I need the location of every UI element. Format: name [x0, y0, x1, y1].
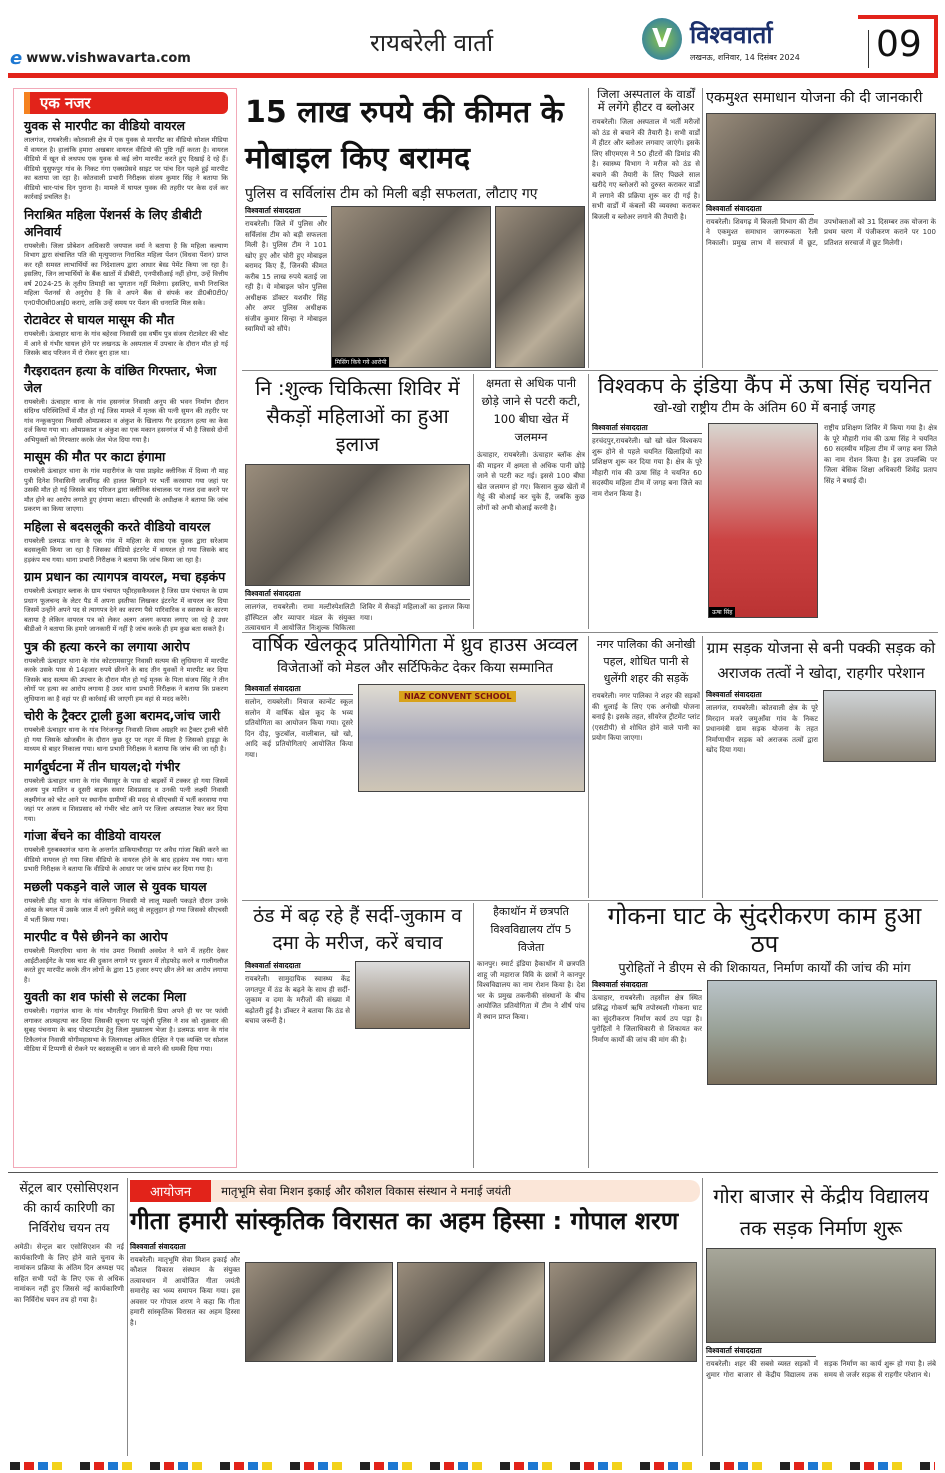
usha-headline: विश्वकप के इंडिया कैंप में ऊषा सिंह चयनित: [597, 374, 932, 398]
lead-subhead: पुलिस व सर्विलांस टीम को मिली बड़ी सफलता, लौटाए गए: [245, 186, 538, 202]
browser-e-icon: e: [10, 48, 23, 69]
ekmusht-headline: एकमुश्त समाधान योजना की दी जानकारी: [706, 90, 923, 106]
gokna-subhead: पुरोहितों ने डीएम से की शिकायत, निर्माण कार्यों की जांच की मांग: [618, 960, 911, 976]
sidebar-news-title: मार्गदुर्घटना में तीन घायल;दो गंभीर: [24, 758, 180, 774]
lead-photo-2: [495, 206, 585, 368]
sidebar-news-title: मछली पकड़ने वाले जाल से युवक घायल: [24, 878, 207, 894]
gita-photo-1: [245, 1262, 393, 1362]
sidebar-news-text: रायबरेली। गदागंज थाना के गांव भौगतीपुर निवासिनी प्रिया अपने ही घर पर फांसी लगाकर आत्महत्या कर दिया जिसकी सूचना पर पहुंची पुलिस ने शव को शुक्रवार की सुबह पंचनामा के बाद पोस्टमार्टम हेतु जिला मुख्यालय भेजा है। डलमऊ थाना के गांव टिकैतगंज निवासी योगीमहासभा के जिलाध्यक्ष अंकित दीक्षित ने एक व्यक्ति पर सोशल मीडिया में टिप्पणी से रोकने पर बदसलूकी व जान से मारने की धमकी दिया गया।: [24, 1007, 228, 1053]
sidebar-news-text: रायबरेली डीह थाना के गांव कंजियाना निवासी मो लालू मछली पकड़ते दौरान उनके आंख के बगल में उसके जाल में लगे नुकीले वस्तु से लहूलुहान हो गया जिसको सीएचसी में भर्ती किया गया।: [24, 896, 228, 924]
gram-headline: ग्राम सड़क योजना से बनी पक्की सड़क को अराजक तत्वों ने खोदा, राहगीर परेशान: [706, 639, 936, 682]
sidebar-news-title: निराश्रित महिला पेंशनर्स के लिए डीबीटी अनिवार्य: [24, 206, 202, 239]
sidebar-news-title: महिला से बदसलूकी करते वीडियो वायरल: [24, 518, 211, 534]
sidebar-news-text: रायबरेली ऊंचाहार थाना के गांव मदारीगंज के पास प्राइवेट क्लीनिक में दिव्या नौ माह पुत्री दिनेश निवासिनी जार्जीगढ़ की हालत बिगड़ने पर भर्ती करवाया गया जहां पर उसकी मौत हो गई जिसके बाद परिजन द्वारा क्लीनिक संचालक पर गलत दवा करने पर मौत होने का आरोप लगाते हुए हंगामा काटा। सीएचसी के अधीक्षक ने बताया कि जांच प्रकरण का किया जाएगा।: [24, 467, 228, 513]
gokna-byline: विश्ववार्ता संवाददाता: [592, 980, 702, 991]
gita-headline: गीता हमारी सांस्कृतिक विरासत का अहम हिस्सा : गोपाल शरण: [130, 1207, 679, 1235]
bar-text: अमेठी। सेन्ट्रल बार एसोसिएशन की नई कार्यकारिणी के लिए होने वाले चुनाव के नामांकन प्रक्रिया के अंतिम दिन अध्यक्ष पद सहित सभी पदों के लिए एक से अधिक नामांकन नहीं हुए जिससे नई कार्यकारिणी का निर्विरोध चयन तय हो गया है।: [14, 1243, 124, 1304]
gokna-text: ऊंचाहार, रायबरेली। तहसील क्षेत्र स्थित प्रसिद्ध गोकर्ण ऋषि तपोस्थली गोकना घाट का सुंदरीकरण निर्माण कार्य ठप पड़ा है। पुरोहितों ने जिलाधिकारी से शिकायत कर निर्माण कार्यों की जांच की मांग की है।: [592, 993, 702, 1044]
gita-photo-2: [397, 1262, 545, 1362]
ekmusht-photo: [706, 113, 936, 201]
sidebar-news-text: रायबरेली। जिला प्रोबेशन अधिकारी जयपाल वर्मा ने बताया है कि महिला कल्याण विभाग द्वारा संचालित पति की मृत्युपरान्त निराश्रित महिला पेंशन (विधवा पेंशन) प्राप्त कर रही समस्त लाभार्थियों का निदेशालय द्वारा आधार बेस्ड पेमेंट किया जा रहा है। इसलिए, जिन लाभार्थियों के बैंक खातों में डीबीटी, एनपीसीआई नहीं होगा, उन्हें वित्तीय वर्ष 2024-25 के तृतीय तिमाही का भुगतान नहीं मिलेगा। इसलिए, सभी निराश्रित महिला पेंशनर्स से अनुरोध है कि वे अपने बैंक से संपर्क कर डी0बी0टी0/एन0पी0सी0आई0 कराएं, ताकि उन्हें समय पर पेंशन की धनराशि मिल सके।: [24, 241, 228, 307]
lead-photo: मिसिंग किये गये आरोपी: [331, 206, 491, 368]
lead-headline: 15 लाख रुपये की कीमत के मोबाइल किए बरामद: [245, 95, 564, 176]
lead-story: [245, 90, 585, 368]
cold-byline: विश्ववार्ता संवाददाता: [245, 961, 350, 972]
print-registration-marks: [10, 1462, 935, 1470]
hospital-text: रायबरेली। जिला अस्पताल में भर्ती मरीजों को ठंड से बचाने की तैयारी है। सभी वार्डों में हीटर और ब्लोअर लगवाए जाएंगे। इसके लिए सीएमएस ने 50 हीटरों की डिमांड की है। स्वास्थ्य विभाग ने मरीज को ठंड से बचाने की तैयारी के लिए पिछले साल खरीदे गए ब्लोअरों को दुरुस्त कराकर वार्डों में लगाने की प्रक्रिया शुरू कर दी गई है। सभी वार्डों में कंबलों की व्यवस्था कराकर बिजली व ब्लोअर लगाने की तैयारी है।: [592, 118, 700, 221]
sidebar-news-text: लालगंज, रायबरेली। कोतवाली क्षेत्र में एक युवक से मारपीट का वीडियो सोशल मीडिया में वायरल है। हालांकि हमारा अखबार वायरल वीडियो की पुष्टि नहीं करता है। वायरल वीडियो में खून से लथपथ एक युवक से कई लोग मारपीट करते हुए दिखाई दे रहे हैं। वीडियो युसुफपुर गांव के निकट गंगा एक्सप्रेसवे साइट पर पांच दिन पहले हुई मारपीट का बताया जा रहा है। कोतवाली प्रभारी निरीक्षक संजय कुमार सिंह ने बताया कि वीडियो चार-पांच दिन पुराना है। मामले में घायल युवक की तहरीर पर केस दर्ज कर कार्रवाई प्रचलित है।: [24, 136, 228, 201]
sidebar-news-title: गांजा बेंचने का वीडियो वायरल: [24, 828, 161, 843]
water-headline: क्षमता से अधिक पानी छोड़े जाने से पटरी कटी, 100 बीघा खेत में जलमग्न: [481, 376, 581, 444]
sports-headline: वार्षिक खेलकूद प्रतियोगिता में ध्रुव हाउस अव्वल: [252, 634, 578, 656]
sidebar-news-text: रायबरेली डलमऊ थाना के एक गांव में महिला के साथ एक युवक द्वारा सरेआम बदसलूकी किया जा रहा है जिसका वीडियो इंटरनेट में वायरल हो गया जिसके बाद हड़कंप मच गया। थाना प्रभारी निरीक्षक ने बताया कि जांच किया जा रहा है।: [24, 536, 228, 564]
usha-subhead: खो-खो राष्ट्रीय टीम के अंतिम 60 में बनाई जगह: [653, 401, 876, 417]
lead-byline: विश्ववार्ता संवाददाता: [245, 206, 327, 217]
hackathon-text: कानपुर। स्मार्ट इंडिया हैकाथॉन में छत्रपति शाहू जी महाराज विवि के छात्रों ने कानपुर विश्वविद्यालय का नाम रोशन किया है। देश भर के प्रमुख तकनीकी संस्थानों के बीच आयोजित प्रतियोगिता में टीम ने शीर्ष पांच में स्थान प्राप्त किया।: [477, 960, 585, 1021]
camp-photo: [245, 464, 470, 586]
sidebar-news-text: रायबरेली। ऊंचाहार थाना के गांव हसनगंज निवासी अनूप की भवन निर्माण दौरान संदिग्ध परिस्थितियों में मौत हो गई जिस मामले में मृतक की पत्नी सुमन की तहरीर पर गांव नन्कूकपुरवा निवासी ओमप्रकाश व अंकुश के खिलाफ गैर इरादतन हत्या का केस दर्ज किया गया था। ओमप्रकाश व अंकुश का एक मकान हसनगंज में भी है जिससे दोनों अभियुक्तों को गिरफ्तार करके जेल भेज दिया गया है।: [24, 397, 228, 444]
header-rule: [8, 73, 938, 78]
page-number: 09: [876, 24, 922, 65]
gora-text: रायबरेली। शहर की सबसे व्यस्त सड़कों में शुमार गोरा बाजार से केंद्रीय विद्यालय तक सड़क निर्माण का कार्य शुरू हो गया है। लंबे समय से जर्जर सड़क से राहगीर परेशान थे।: [706, 1360, 936, 1379]
sidebar-news-title: गैरइरादतन हत्या के वांछित गिरफ्तार, भेजा जेल: [24, 362, 217, 395]
water-text: ऊंचाहार, रायबरेली। ऊंचाहार ब्लॉक क्षेत्र की माइनर में क्षमता से अधिक पानी छोड़े जाने से पटरी कट गई। इससे 100 बीघा खेत जलमग्न हो गए। किसान कुछ खेतों में गेहूं की बोआई कर चुके हैं, जबकि कुछ लोगों को अभी बोआई करनी है।: [477, 451, 585, 512]
sidebar-news-text: रायबरेली ऊंचाहार थाना के गांव भैंसासुर के पास दो बाइकों में टक्कर हो गया जिसमें अजय पुत्र मातिन व दूसरी बाइक सवार शिवप्रसाद व उनकी पत्नी लक्ष्मी निवासी लक्ष्मीगंज को चोट आने पर स्थानीय ग्रामीणों की मदद से सीएचसी में भर्ती करवाया गया जहां पर अजय व शिवप्रसाद को गंभीर चोट आने पर जिला अस्पताल रेफर कर दिया गया।: [24, 776, 228, 823]
ek-nazar-sidebar: [13, 88, 237, 1168]
gita-kicker-bar: [130, 1180, 700, 1202]
gram-photo: [823, 690, 936, 762]
sports-text: सलोन, रायबरेली। नियाज कान्वेंट स्कूल सलोन में वार्षिक खेल कूद के भव्य प्रतियोगिता का आयोजन किया गया। दूसरे दिन दौड़, फुटबॉल, वालीबाल, खो खो, आदि कई प्रतियोगिताएं आयोजित किया गया।: [245, 698, 353, 759]
usha-text-2: राष्ट्रीय प्रशिक्षण शिविर में किया गया है। क्षेत्र के पूरे मौहारी गांव की ऊषा सिंह ने चयनित 60 सदस्यीय महिला टीम में जगह बना जिले का नाम रोशन किया है। इस उपलब्धि पर जिला बेसिक शिक्षा अधिकारी शिवेंद्र प्रताप सिंह ने बधाई दी।: [824, 424, 937, 485]
usha-byline: विश्ववार्ता संवाददाता: [592, 423, 702, 434]
sidebar-news-text: रायबरेली। ऊंचाहार थाना के गांव बहेरवा निवासी दस वर्षीय पुत्र संजय रोटावेटर की चोट में आने से गंभीर घायल होने पर लखनऊ के अस्पताल में उपचार के दौरान मौत हो गई जिसके बाद परिजन में रो रोकर बुरा हाल था।: [24, 330, 228, 357]
sidebar-news-title: युवक से मारपीट का वीडियो वायरल: [24, 118, 185, 133]
gram-text: लालगंज, रायबरेली। कोतवाली क्षेत्र के पूरे मिरदान मजरे जमुआँवा गांव के निकट प्रधानमंत्री ग्राम सड़क योजना के तहत निर्माणाधीन सड़क को अराजक तत्वों द्वारा खोद दिया गया।: [706, 704, 818, 754]
gita-byline: विश्ववार्ता संवाददाता: [130, 1242, 240, 1253]
dateline: लखनऊ, शनिवार, 14 दिसंबर 2024: [690, 53, 800, 62]
sports-photo: NIAZ CONVENT SCHOOL: [358, 684, 585, 792]
gita-photo-3: [549, 1262, 697, 1362]
nagar-text: रायबरेली। नगर पालिका ने शहर की सड़कों की धुलाई के लिए एक अनोखी योजना बनाई है। इसके तहत, सीवरेज ट्रीटमेंट प्लांट (एसटीपी) से शोधित होने वाले पानी का प्रयोग किया जाएगा।: [592, 692, 700, 742]
gokna-headline: गोकना घाट के सुंदरीकरण काम हुआ ठप: [607, 902, 922, 958]
camp-byline: विश्ववार्ता संवाददाता: [245, 589, 470, 600]
sports-byline: विश्ववार्ता संवाददाता: [245, 684, 353, 695]
bar-headline: सेंट्रल बार एसोसिएशन की कार्य कारिणी का निर्विरोध चयन तय: [19, 1180, 119, 1235]
sidebar-news-text: रायबरेली ऊंचाहार थाना के गांव कोटरामसापुर निवासी सत्यम की लुधियाना में मारपीट करके उसके पास से 14हजार रुपये छीनने के बाद तीन युवकों ने मारपीट कर दिया जिसके बाद सत्यम की उपचार के दौरान मौत हो गई मृतक के पिता संजय सिंह ने तीन लोगों पर हत्या का आरोप लगाया है उधर थाना प्रभारी निरीक्षक ने बताया कि प्रकरण लुधियाना का है वहां पर ही कार्रवाई की जाएगी हम वहां से मदद करेंगे।: [24, 656, 228, 703]
gram-byline: विश्ववार्ता संवाददाता: [706, 690, 818, 701]
sidebar-news-text: रायबरेली गुरुबक्शगंज थाना के अन्तर्गत डाकियाचौराहा पर अवैध गांजा बिक्री करने का वीडियो वायरल हो गया जिस वीडियो के वायरल होने के बाद हड़कंप मच गया। थाना प्रभारी निरीक्षक ने बताया कि वीडियो के आधार पर जांच प्रारंभ कर दिया गया है।: [24, 846, 228, 873]
ekmusht-byline: विश्ववार्ता संवाददाता: [706, 204, 814, 215]
section-title: रायबरेली वार्ता: [370, 29, 494, 57]
cold-text: रायबरेली। सामुदायिक स्वास्थ्य केंद्र जगतपुर में ठंड के बढ़ने के साथ ही सर्दी-जुकाम व दमा के मरीजों की संख्या में बढ़ोतरी हुई है। डॉक्टर ने बताया कि ठंड से बचाव जरूरी है।: [245, 975, 350, 1025]
ekmusht-text: रायबरेली। शिवगढ़ में बिजली विभाग की टीम ने एकमुश्त समाधान जागरूकता रैली निकाली। प्रमुख लाभ में सरचार्ज में छूट, उपभोक्ताओं को 31 दिसम्बर तक योजना के प्रथम चरण में पंजीकरण कराने पर 100 प्रतिशत सरचार्ज में छूट मिलेगी।: [706, 217, 936, 247]
hackathon-headline: हैकाथॉन में छत्रपति विश्वविद्यालय टॉप 5 विजेता: [490, 905, 572, 954]
cold-photo: [355, 961, 470, 1029]
gita-text: रायबरेली। मातृभूमि सेवा मिशन इकाई और कौशल विकास संस्थान के संयुक्त तत्वावधान में आयोजित गीता जयंती समारोह का भव्य समापन किया गया। इस अवसर पर गोपाल शरण ने कहा कि गीता हमारी सांस्कृतिक विरासत का अहम हिस्सा है।: [130, 1255, 240, 1327]
sidebar-news-title: युवती का शव फांसी से लटका मिला: [24, 989, 187, 1004]
sidebar-news-text: रायबरेली ऊंचाहार ब्लाक के ग्राम पंचायत पट्टीरहसकैथवल है जिस ग्राम पंचायत के ग्राम प्रधान फूलचन्द के लेटर पैड में अपना इस्तीफा लिखकर इंटरनेट में वायरल कर दिया जिसमें उन्होंने अपने पद से त्यागपत्र देने का कारण पैसे पारिवारिक व स्वास्थ्य के कारण बताया है लेकिन वायरल पत्र को लेकर अलग अलग कयास लगाए जा रहे है उधर बीडीओ ने बताया कि हमारे जानकारी में नहीं है जांच करके ही हम कुछ बता सकते है।: [24, 587, 228, 633]
ek-nazar-label: एक नजर: [24, 92, 228, 114]
gora-photo: [706, 1248, 936, 1343]
nagar-headline: नगर पालिका की अनोखी पहल, शोधित पानी से धुलेंगी शहर की सड़कें: [596, 638, 696, 685]
brand-logo: V: [642, 18, 682, 60]
sidebar-news-title: रोटावेटर से घायल मासूम की मौत: [24, 312, 175, 327]
sidebar-news-title: मारपीट व पैसे छीनने का आरोप: [24, 929, 168, 944]
lead-text-col: रायबरेली। जिले में पुलिस और सर्विलांस टीम को बड़ी सफलता मिली है। पुलिस टीम ने 101 खोए हुए और चोरी हुए मोबाइल बरामद किए हैं, जिनकी कीमत करीब 15 लाख रुपये बताई जा रही है। ये मोबाइल फोन पुलिस अधीक्षक डॉक्टर यशवीर सिंह और अपर पुलिस अधीक्षक संजीव कुमार सिन्हा ने मोबाइल स्वामियों को सौंपे।: [245, 220, 327, 334]
sidebar-news-text: रायबरेली मिलएरिया थाना के गांव उमरा निवासी अवधेश ने थाने में तहरीर देकर आईटीआईगेट के पास चाट की दुकान लगाने पर दुकान में तोड़फोड़ करने व गालीगलौज करते हुए मारपीट करके तीन लोगों के द्वारा 15 हजार रुपए छीन लेने का आरोप लगाया है।: [24, 947, 228, 984]
sidebar-news-title: मासूम की मौत पर काटा हंगामा: [24, 449, 166, 464]
aayojan-tag: आयोजन: [130, 1180, 211, 1202]
gokna-photo: [707, 980, 937, 1085]
website-link[interactable]: e www.vishwavarta.com: [10, 48, 191, 69]
usha-text: हरचंदपुर,रायबरेली। खो खो खेल विश्वकप शुरू होने से पहले चयनित खिलाड़ियों का प्रशिक्षण शुरू कर दिया गया है। क्षेत्र के पूरे मौहारी गांव की ऊषा सिंह ने चयनित 60 सदस्यीय महिला टीम में जगह बना जिले का नाम रोशन किया है।: [592, 437, 702, 498]
sports-subhead: विजेताओं को मेडल और सर्टिफिकेट देकर किया सम्मानित: [277, 659, 553, 676]
sidebar-news-title: चोरी के ट्रैक्टर ट्राली हुआ बरामद,जांच जारी: [24, 708, 221, 723]
gita-kicker: मातृभूमि सेवा मिशन इकाई और कौशल विकास संस्थान ने मनाई जयंती: [221, 1183, 511, 1198]
camp-headline: नि :शुल्क चिकित्सा शिविर में सैकड़ों महिलाओं का हुआ इलाज: [255, 376, 460, 456]
sidebar-news-text: रायबरेली ऊंचाहार थाना के गांव निरंजनपुर निवासी शिवम अग्रहरि का ट्रैक्टर ट्राली चोरी हो गया जिसके खोजबीन के दौरान कुछ दूर पर नहर में मिला है जिसको हाइड्रा के माध्यम से बाहर निकाला गया। थाना प्रभारी निरीक्षक ने बताया कि जांच की जा रही है।: [24, 726, 228, 753]
sidebar-news-title: ग्राम प्रधान का त्यागपत्र वायरल, मचा हड़कंप: [24, 569, 226, 584]
brand-name: विश्ववार्ता: [690, 21, 773, 49]
gora-headline: गोरा बाजार से केंद्रीय विद्यालय तक सड़क निर्माण शुरू: [713, 1184, 929, 1240]
hospital-headline: जिला अस्पताल के वार्डों में लगेंगे हीटर व ब्लोअर: [597, 87, 695, 115]
gora-byline: विश्ववार्ता संवाददाता: [706, 1346, 816, 1357]
sidebar-news-title: पुत्र की हत्या करने का लगाया आरोप: [24, 638, 190, 654]
camp-text: लालगंज, रायबरेली। रामा मल्टीस्पेशलिटी हॉस्पिटल और व्यापार मंडल के संयुक्त तत्वावधान में आयोजित निःशुल्क चिकित्सा शिविर में सैकड़ों महिलाओं का इलाज किया गया।: [245, 603, 470, 632]
usha-photo: ऊषा सिंह: [708, 423, 818, 618]
cold-headline: ठंड में बढ़ रहे हैं सर्दी-जुकाम व दमा के मरीज, करें बचाव: [253, 905, 462, 954]
